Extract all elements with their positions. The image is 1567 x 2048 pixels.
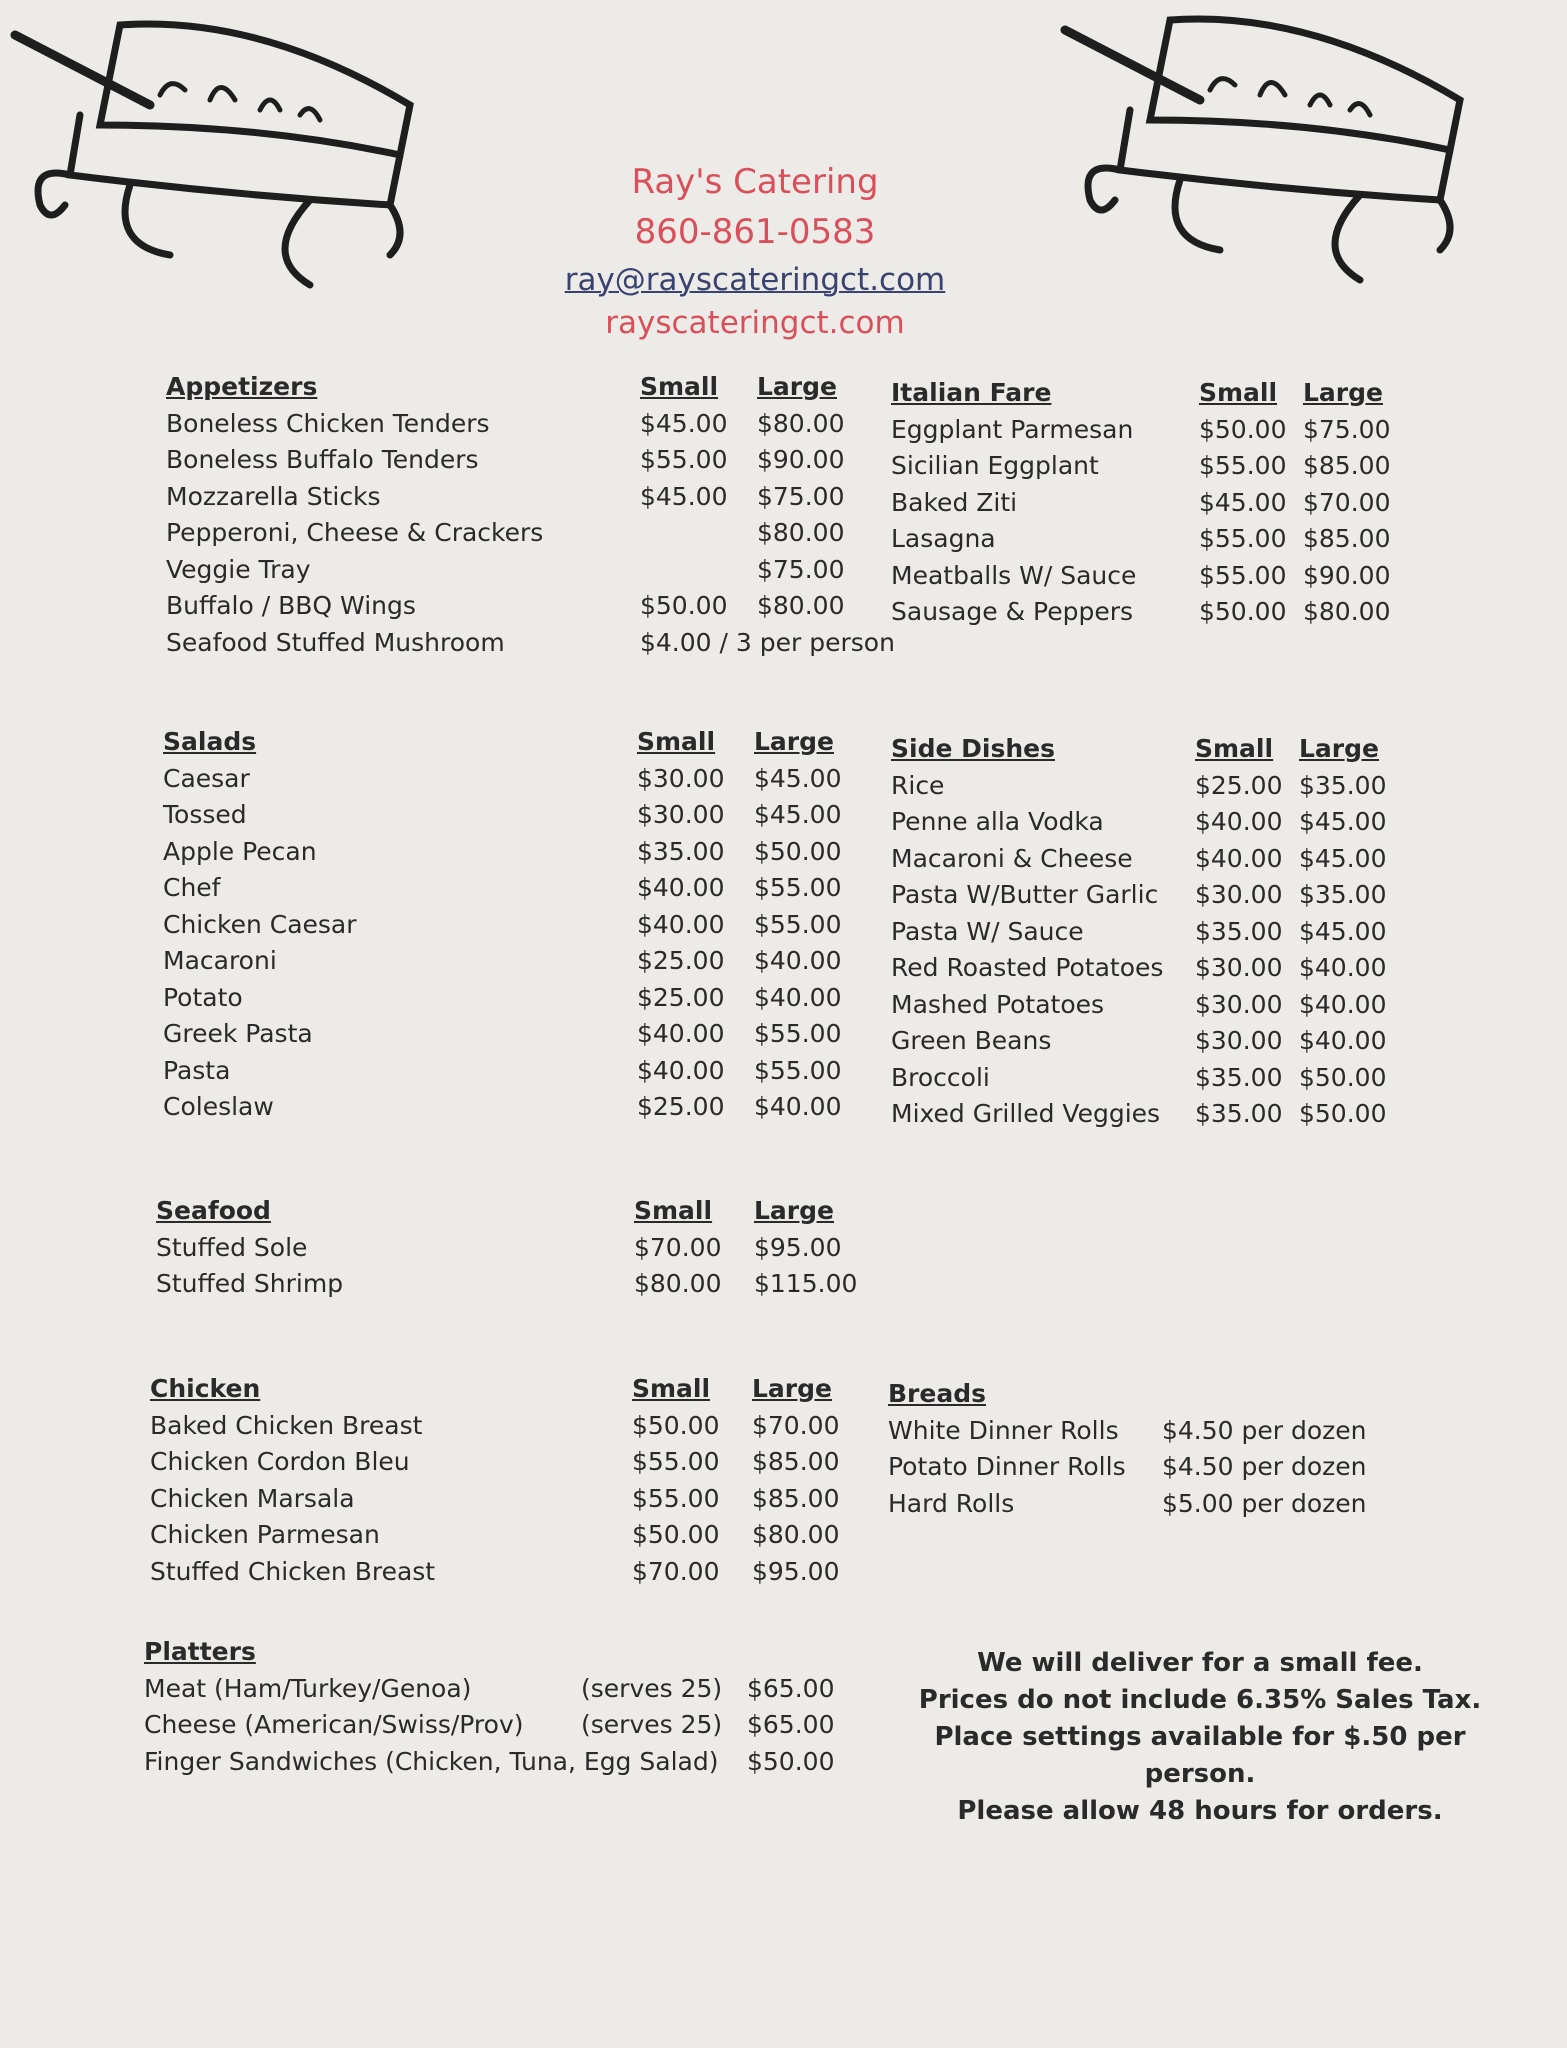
item-price-large: $90.00	[757, 445, 845, 474]
item-price-small: $70.00	[632, 1556, 720, 1586]
item-price-small: $40.00	[637, 1019, 725, 1048]
item-name: Meatballs W/ Sauce	[891, 560, 1137, 590]
item-name: Seafood Stuffed Mushroom	[166, 627, 505, 657]
item-name: Rice	[891, 770, 945, 800]
item-price-small: (serves 25)	[581, 1673, 723, 1703]
item-name: Lasagna	[891, 524, 996, 553]
item-price-large: $45.00	[754, 763, 842, 793]
item-name: Mashed Potatoes	[891, 989, 1105, 1019]
item-price-large: $45.00	[1299, 807, 1387, 836]
item-price-small: $40.00	[637, 909, 725, 939]
note-lead-time: Please allow 48 hours for orders.	[957, 1796, 1443, 1826]
item-name: Apple Pecan	[163, 836, 317, 866]
item-name: Stuffed Chicken Breast	[150, 1556, 436, 1586]
item-name: Mixed Grilled Veggies	[891, 1099, 1161, 1128]
item-price-small: $45.00	[640, 408, 728, 438]
item-price-large: $40.00	[1299, 1026, 1387, 1055]
item-name: Tossed	[163, 800, 247, 829]
column-small: Small	[634, 1196, 713, 1225]
item-name: Stuffed Sole	[156, 1232, 308, 1262]
item-name: Mozzarella Sticks	[166, 481, 381, 511]
column-large: Large	[754, 1196, 834, 1225]
item-name: White Dinner Rolls	[888, 1415, 1119, 1445]
item-price-large: $55.00	[754, 909, 842, 939]
item-price-small: $30.00	[1195, 989, 1283, 1019]
item-price-large: $80.00	[757, 591, 845, 620]
item-name: Boneless Chicken Tenders	[166, 408, 490, 438]
item-price-small: $45.00	[1199, 487, 1287, 517]
item-price-large: $35.00	[1299, 770, 1387, 800]
column-large: Large	[752, 1374, 832, 1403]
item-name: Coleslaw	[163, 1092, 274, 1121]
item-price-large: $45.00	[754, 800, 842, 829]
item-price-small: $55.00	[1199, 451, 1287, 480]
section-title: Breads	[888, 1379, 986, 1408]
column-small: Small	[632, 1374, 711, 1403]
item-name: Pasta W/ Sauce	[891, 916, 1084, 946]
item-name: Potato Dinner Rolls	[888, 1452, 1126, 1481]
column-large: Large	[1303, 378, 1383, 407]
note-sales-tax: Prices do not include 6.35% Sales Tax.	[918, 1685, 1482, 1715]
item-name: Penne alla Vodka	[891, 807, 1104, 836]
item-name: Pasta	[163, 1055, 231, 1085]
item-name: Veggie Tray	[166, 554, 311, 584]
item-price-large: $40.00	[754, 982, 842, 1012]
item-name: Pepperoni, Cheese & Crackers	[166, 518, 544, 547]
item-price-large: $75.00	[757, 481, 845, 511]
item-price-large: $80.00	[752, 1520, 840, 1549]
item-price-small: $55.00	[1199, 524, 1287, 553]
item-name: Cheese (American/Swiss/Prov)	[144, 1710, 524, 1739]
item-name: Chicken Parmesan	[150, 1520, 380, 1549]
item-price-small: $35.00	[1195, 1062, 1283, 1092]
item-price-small: $80.00	[634, 1269, 722, 1298]
email-link[interactable]: ray@rayscateringct.com	[564, 262, 946, 298]
item-price-small: $25.00	[637, 946, 725, 975]
item-price-small: $4.50 per dozen	[1162, 1415, 1367, 1445]
item-price-small: $40.00	[637, 1055, 725, 1085]
item-name: Greek Pasta	[163, 1019, 313, 1048]
item-price-small: $40.00	[1195, 843, 1283, 873]
item-name: Green Beans	[891, 1026, 1052, 1055]
item-price-large: $85.00	[1303, 451, 1391, 480]
section-title: Seafood	[156, 1196, 271, 1225]
item-price-small: $4.50 per dozen	[1162, 1452, 1367, 1481]
item-name: Macaroni	[163, 946, 277, 975]
item-name: Chicken Caesar	[163, 909, 357, 939]
item-price-large: $40.00	[1299, 989, 1387, 1019]
item-name: Baked Ziti	[891, 487, 1018, 517]
item-price-small: $25.00	[1195, 770, 1283, 800]
item-price-small: $50.00	[1199, 414, 1287, 444]
item-price-small: $55.00	[632, 1447, 720, 1476]
item-name: Sicilian Eggplant	[891, 451, 1099, 480]
item-name: Potato	[163, 982, 243, 1012]
item-price-large: $65.00	[747, 1710, 835, 1739]
item-price-large: $75.00	[1303, 414, 1391, 444]
item-price-small: $30.00	[637, 763, 725, 793]
item-price-large: $50.00	[747, 1746, 835, 1776]
item-price-large: $40.00	[754, 1092, 842, 1121]
item-price-small: $35.00	[637, 836, 725, 866]
item-price-small: $35.00	[1195, 916, 1283, 946]
item-name: Eggplant Parmesan	[891, 414, 1134, 444]
website-link[interactable]: rayscateringct.com	[605, 305, 905, 341]
item-name: Broccoli	[891, 1062, 990, 1092]
item-price-large: $95.00	[752, 1556, 840, 1586]
section-title: Side Dishes	[891, 734, 1055, 763]
item-price-small: $35.00	[1195, 1099, 1283, 1128]
note-delivery: We will deliver for a small fee.	[977, 1648, 1423, 1678]
item-price-small: $30.00	[1195, 1026, 1283, 1055]
column-small: Small	[1195, 734, 1274, 763]
item-name: Chicken Cordon Bleu	[150, 1447, 410, 1476]
column-small: Small	[640, 372, 719, 401]
column-large: Large	[1299, 734, 1379, 763]
column-large: Large	[754, 727, 834, 756]
item-price-large: $85.00	[1303, 524, 1391, 553]
item-price-large: $115.00	[754, 1269, 858, 1298]
section-title: Salads	[163, 727, 257, 756]
item-name: Finger Sandwiches (Chicken, Tuna, Egg Salad)	[144, 1746, 719, 1776]
item-price-small: $45.00	[640, 481, 728, 511]
item-price-large: $85.00	[752, 1447, 840, 1476]
item-price-large: $75.00	[757, 554, 845, 584]
item-price-small: $70.00	[634, 1232, 722, 1262]
item-price-large: $90.00	[1303, 560, 1391, 590]
section-title: Italian Fare	[891, 378, 1052, 407]
item-price-large: $50.00	[1299, 1062, 1387, 1092]
phone-number: 860-861-0583	[634, 212, 876, 252]
item-price-large: $80.00	[757, 408, 845, 438]
item-price-small: $55.00	[1199, 560, 1287, 590]
item-price-large: $55.00	[754, 873, 842, 902]
item-price-large: $70.00	[752, 1410, 840, 1440]
item-price-large: $70.00	[1303, 487, 1391, 517]
item-price-small: $55.00	[632, 1483, 720, 1513]
item-price-small: $55.00	[640, 445, 728, 474]
item-name: Red Roasted Potatoes	[891, 953, 1164, 982]
item-price-small: $50.00	[632, 1410, 720, 1440]
item-price-small: $25.00	[637, 982, 725, 1012]
item-name: Meat (Ham/Turkey/Genoa)	[144, 1673, 472, 1703]
item-price-large: $50.00	[1299, 1099, 1387, 1128]
item-price-large: $65.00	[747, 1673, 835, 1703]
item-price-small: (serves 25)	[581, 1710, 723, 1739]
item-name: Boneless Buffalo Tenders	[166, 445, 479, 474]
item-price-small: $50.00	[640, 591, 728, 620]
item-price-large: $55.00	[754, 1055, 842, 1085]
item-price-large: $35.00	[1299, 880, 1387, 909]
section-title: Platters	[144, 1637, 256, 1666]
item-price-large: $40.00	[1299, 953, 1387, 982]
column-small: Small	[1199, 378, 1278, 407]
item-price-large: $80.00	[1303, 597, 1391, 626]
item-price-small: $50.00	[632, 1520, 720, 1549]
order-notes	[880, 1645, 1520, 1830]
item-name: Sausage & Peppers	[891, 597, 1134, 626]
column-large: Large	[757, 372, 837, 401]
item-price-large: $50.00	[754, 836, 842, 866]
column-small: Small	[637, 727, 716, 756]
item-name: Pasta W/Butter Garlic	[891, 880, 1159, 909]
business-name: Ray's Catering	[631, 162, 879, 202]
item-name: Stuffed Shrimp	[156, 1269, 344, 1298]
item-name: Caesar	[163, 763, 250, 793]
item-name: Baked Chicken Breast	[150, 1410, 423, 1440]
item-name: Chicken Marsala	[150, 1483, 355, 1513]
item-name: Chef	[163, 873, 221, 902]
item-price-small: $50.00	[1199, 597, 1287, 626]
item-name: Macaroni & Cheese	[891, 843, 1133, 873]
section-title: Appetizers	[166, 372, 318, 401]
item-name: Hard Rolls	[888, 1488, 1015, 1518]
item-price-small: $30.00	[637, 800, 725, 829]
item-price-large: $45.00	[1299, 843, 1387, 873]
item-price-large: $55.00	[754, 1019, 842, 1048]
item-price-small: $25.00	[637, 1092, 725, 1121]
item-price-small: $40.00	[637, 873, 725, 902]
item-price-large: $40.00	[754, 946, 842, 975]
item-name: Buffalo / BBQ Wings	[166, 591, 416, 620]
note-place-settings: Place settings available for $.50 per person.	[934, 1722, 1466, 1789]
item-price-small: $30.00	[1195, 953, 1283, 982]
item-price-small: $30.00	[1195, 880, 1283, 909]
item-price-small: $4.00 / 3 per person	[640, 627, 895, 657]
section-title: Chicken	[150, 1374, 261, 1403]
item-price-large: $85.00	[752, 1483, 840, 1513]
item-price-small: $5.00 per dozen	[1162, 1488, 1367, 1518]
item-price-small: $40.00	[1195, 807, 1283, 836]
item-price-large: $80.00	[757, 518, 845, 547]
item-price-large: $95.00	[754, 1232, 842, 1262]
item-price-large: $45.00	[1299, 916, 1387, 946]
